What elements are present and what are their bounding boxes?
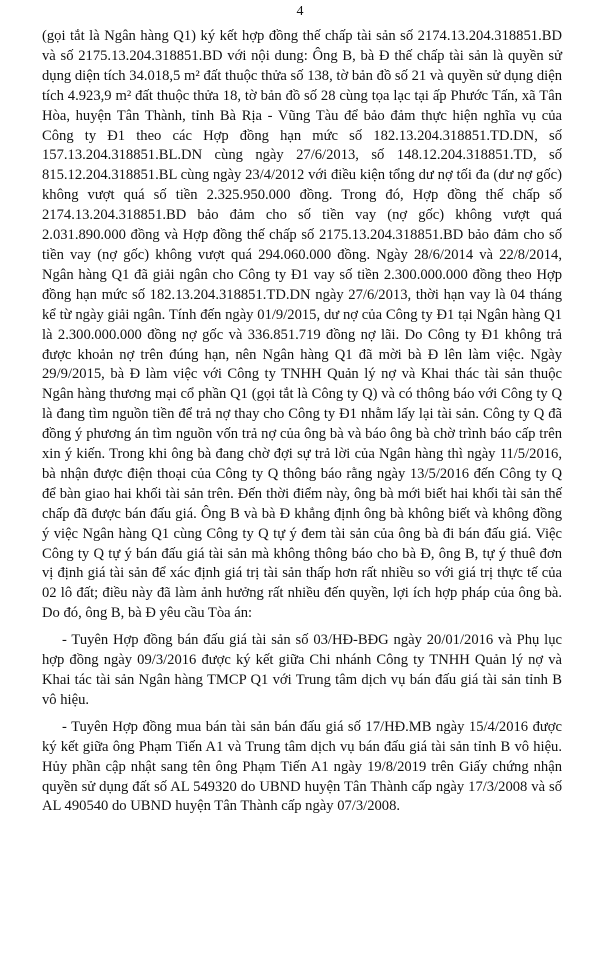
main-paragraph: (gọi tắt là Ngân hàng Q1) ký kết hợp đồng thế chấp tài sản số 2174.13.204.318851.BD và số 2175.13.204.318851.BD với nội dung: Ông B, bà Đ thế chấp tài sản là quyền sử dụng diện tích 34.018,5 m² đất thuộc thửa số 138, tờ bản đồ số 21 và quyền sử dụng diện tích 4.923,9 m² đất thuộc thửa 18, tờ bản đồ số 28 cùng tọa lạc tại ấp Phước Tấn, xã Tân Hòa, huyện Tân Thành, tỉnh Bà Rịa - Vũng Tàu để bảo đảm thực hiện nghĩa vụ của Công ty Đ1 theo các Hợp đồng hạn mức số 182.13.204.318851.TD.DN, số 157.13.204.318851.BL.DN cùng ngày 27/6/2013, số 148.12.204.318851.TD, số 815.12.204.318851.BL cùng ngày 23/4/2012 với điều kiện tổng dư nợ tối đa (dư nợ gốc) không vượt quá số tiền 2.325.950.000 đồng. Trong đó, Hợp đồng thế chấp số 2174.13.204.318851.BD bảo đảm cho số tiền vay (nợ gốc) không vượt quá 2.031.890.000 đồng và Hợp đồng thế chấp số 2175.13.204.318851.BD bảo đảm cho số tiền vay (nợ gốc) không vượt quá 294.060.000 đồng. Ngày 28/6/2014 và 22/8/2014, Ngân hàng Q1 đã giải ngân cho Công ty Đ1 vay số tiền 2.300.000.000 đồng theo Hợp đồng hạn mức số 182.13.204.318851.TD.DN ngày 27/6/2013, thời hạn vay là 04 tháng kể từ ngày giải ngân. Tính đến ngày 01/9/2015, dư nợ của Công ty Đ1 tại Ngân hàng Q1 là 2.300.000.000 đồng nợ gốc và 336.851.719 đồng nợ lãi. Do Công ty Đ1 không trả được khoản nợ trên đúng hạn, nên Ngân hàng Q1 đã mời bà Đ lên làm việc. Ngày 29/9/2015, bà Đ làm việc với Công ty TNHH Quản lý nợ và Khai thác tài sản thuộc Ngân hàng thương mại cổ phần Q1 (gọi tắt là Công ty Q) và có thông báo với Công ty Q là đang tìm nguồn tiền để trả nợ thay cho Công ty Đ1 nhằm lấy lại tài sản. Công ty Q đã đồng ý phương án tìm nguồn vốn trả nợ của ông bà và báo ông bà chờ trình báo cấp trên xin ý kiến. Trong khi ông bà đang chờ đợi sự trả lời của Ngân hàng thì ngày 11/5/2016, bà nhận được điện thoại của Công ty Q thông báo rằng ngày 13/5/2016 đến Công ty Q để bàn giao hai khối tài sản trên. Đến thời điểm này, ông bà mới biết hai khối tài sản thế chấp đã được bán đấu giá. Ông B và bà Đ khẳng định ông bà không biết và không đồng ý việc Ngân hàng Q1 cùng Công ty Q tự ý đem tài sản của ông bà đi bán đấu giá. Việc Công ty Q tự ý bán đấu giá tài sản mà không thông báo cho bà Đ, ông B, tự ý thuê đơn vị định giá tài sản để xác định giá trị tài sản thấp hơn rất nhiều so với giá trị thực tế của 02 lô đất; điều này đã làm ảnh hưởng rất nhiều đến quyền, lợi ích hợp pháp của ông bà. Do đó, ông B, bà Đ yêu cầu Tòa án: xyxy=(42,28,562,622)
request-item-2: - Tuyên Hợp đồng mua bán tài sản bán đấu giá số 17/HĐ.MB ngày 15/4/2016 được ký kết giữa ông Phạm Tiến A1 và Trung tâm dịch vụ bán đấu giá tài sản tỉnh B vô hiệu. Hủy phần cập nhật sang tên ông Phạm Tiến A1 ngày 19/8/2019 trên Giấy chứng nhận quyền sử dụng đất số AL 549320 do UBND huyện Tân Thành cấp ngày 17/3/2008 và số AL 490540 do UBND huyện Tân Thành cấp ngày 07/3/2008. xyxy=(42,718,562,815)
request-item-1: - Tuyên Hợp đồng bán đấu giá tài sản số 03/HĐ-BĐG ngày 20/01/2016 và Phụ lục hợp đồng ngày 09/3/2016 được ký kết giữa Chi nhánh Công ty TNHH Quản lý nợ và Khai tác tài sản Ngân hàng TMCP Q1 với Trung tâm dịch vụ bán đấu giá tài sản tỉnh B vô hiệu. xyxy=(42,632,562,708)
document-body xyxy=(42,27,562,817)
page-number: 4 xyxy=(296,4,304,19)
